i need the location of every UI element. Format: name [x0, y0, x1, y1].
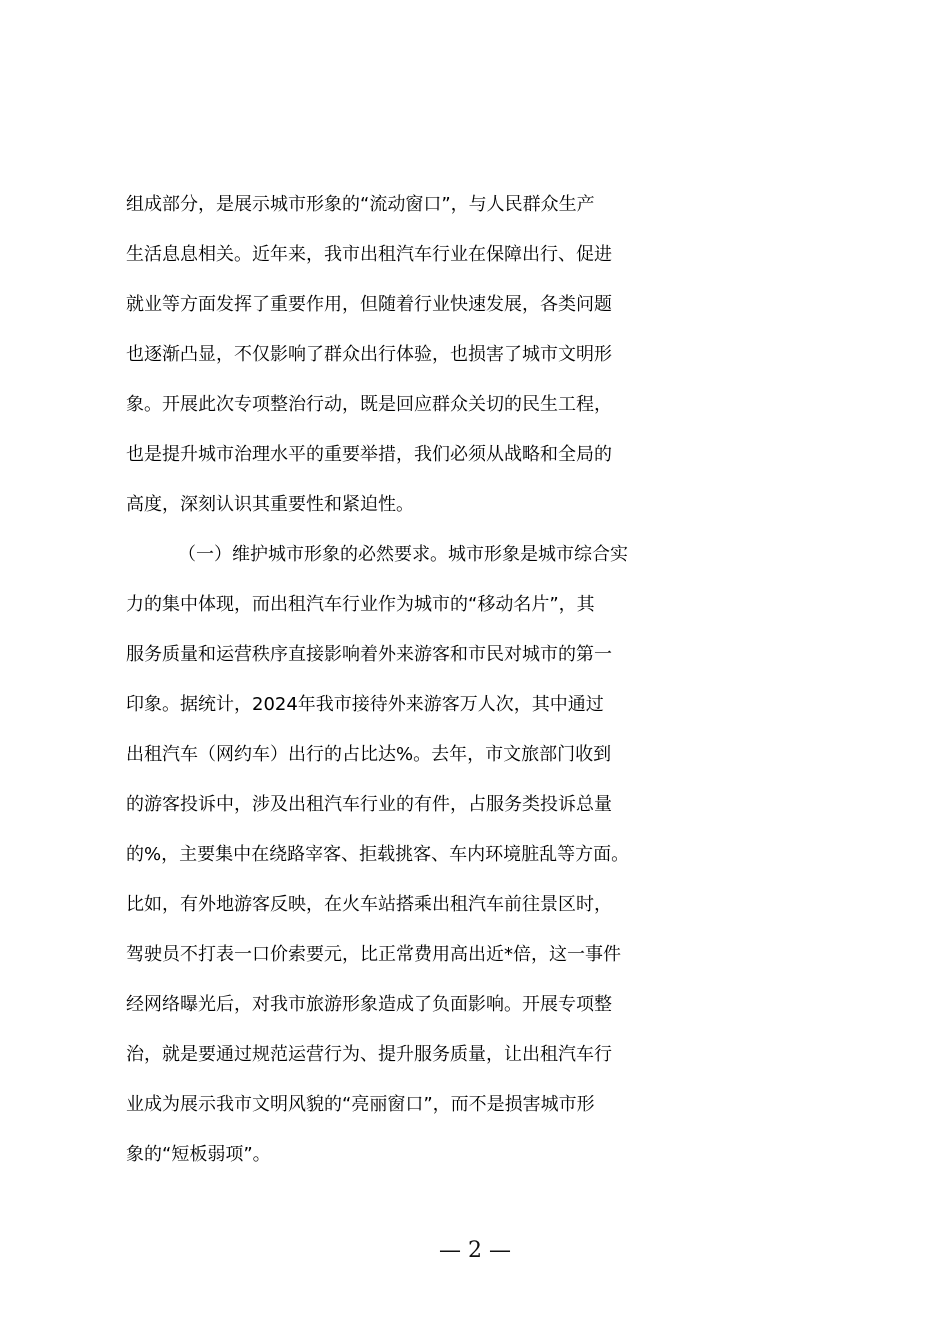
body-text-line: 出租汽车（网约车）出行的占比达%。去年，市文旅部门收到 [126, 744, 612, 765]
body-text-line: 也是提升城市治理水平的重要举措，我们必须从战略和全局的 [126, 444, 612, 465]
body-text-line: 驾驶员不打表一口价索要元，比正常费用高出近*倍，这一事件 [126, 944, 621, 965]
body-text-line: 经网络曝光后，对我市旅游形象造成了负面影响。开展专项整 [126, 994, 612, 1015]
body-text-line: 也逐渐凸显，不仅影响了群众出行体验，也损害了城市文明形 [126, 344, 612, 365]
section-heading-line: （一）维护城市形象的必然要求。城市形象是城市综合实 [178, 544, 628, 565]
body-text-line: 象的“短板弱项”。 [126, 1144, 271, 1165]
body-text-line: 就业等方面发挥了重要作用，但随着行业快速发展，各类问题 [126, 294, 612, 315]
body-text-line: 象。开展此次专项整治行动，既是回应群众关切的民生工程， [126, 394, 612, 415]
body-text-line: 印象。据统计，2024年我市接待外来游客万人次，其中通过 [126, 694, 604, 715]
body-text-line: 高度，深刻认识其重要性和紧迫性。 [126, 494, 414, 515]
body-text-line: 组成部分，是展示城市形象的“流动窗口”，与人民群众生产 [126, 194, 595, 215]
body-text-line: 业成为展示我市文明风貌的“亮丽窗口”，而不是损害城市形 [126, 1094, 595, 1115]
body-text-line: 的游客投诉中，涉及出租汽车行业的有件，占服务类投诉总量 [126, 794, 612, 815]
body-text-line: 治，就是要通过规范运营行为、提升服务质量，让出租汽车行 [126, 1044, 612, 1065]
body-text-line: 比如，有外地游客反映，在火车站搭乘出租汽车前往景区时， [126, 894, 612, 915]
body-text-line: 生活息息相关。近年来，我市出租汽车行业在保障出行、促进 [126, 244, 612, 265]
page-number: — 2 — [439, 1238, 511, 1263]
body-text-line: 力的集中体现，而出租汽车行业作为城市的“移动名片”，其 [126, 594, 595, 615]
body-text-line: 的%，主要集中在绕路宰客、拒载挑客、车内环境脏乱等方面。 [126, 844, 630, 865]
body-text-line: 服务质量和运营秩序直接影响着外来游客和市民对城市的第一 [126, 644, 612, 665]
